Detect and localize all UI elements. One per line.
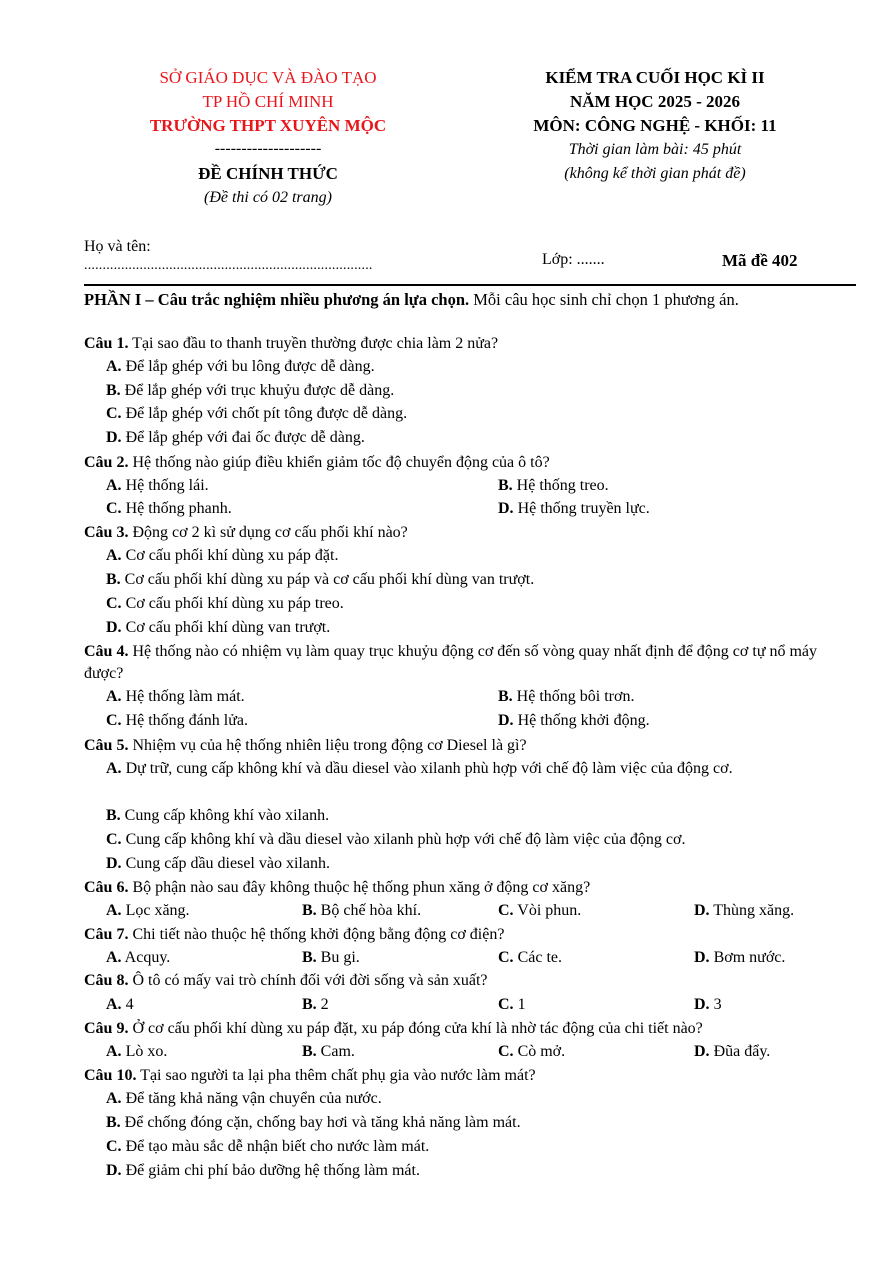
exam-code: Mã đề 402 xyxy=(722,251,798,270)
option-text: Hệ thống bôi trơn. xyxy=(512,688,635,705)
option-text: Bu gi. xyxy=(316,949,360,966)
city-name: TP HỒ CHÍ MINH xyxy=(202,92,334,111)
option-text: Để chống đóng cặn, chống bay hơi và tăng khả năng làm mát. xyxy=(120,1114,521,1131)
question-label: Câu 5. xyxy=(84,737,129,754)
option-text: Hệ thống truyền lực. xyxy=(513,500,650,517)
student-name-label: Họ và tên: xyxy=(84,238,151,255)
option-label: D. xyxy=(106,619,122,636)
option-label: D. xyxy=(694,949,710,966)
option-text: Hệ thống treo. xyxy=(512,477,609,494)
question-text: Động cơ 2 kì sử dụng cơ cấu phối khí nào? xyxy=(128,524,408,541)
option-text: Bộ chế hòa khí. xyxy=(316,902,422,919)
option-a[interactable] xyxy=(106,1088,382,1110)
option-label: B. xyxy=(106,571,121,588)
option-text: Để lắp ghép với trục khuỷu được dễ dàng. xyxy=(120,382,395,399)
exam-duration: Thời gian làm bài: 45 phút xyxy=(568,141,742,158)
option-text: Cung cấp không khí và dầu diesel vào xilanh phù hợp với chế độ làm việc của động cơ. xyxy=(121,831,686,848)
option-d[interactable] xyxy=(106,1160,420,1182)
option-label: C. xyxy=(106,500,122,517)
option-label: C. xyxy=(106,405,122,422)
part-instruction: Mỗi câu học sinh chỉ chọn 1 phương án. xyxy=(469,290,739,309)
option-b[interactable] xyxy=(106,805,329,827)
option-b[interactable] xyxy=(106,569,534,591)
question-7 xyxy=(84,924,504,946)
question-label: Câu 4. xyxy=(84,643,129,660)
option-text: Cơ cấu phối khí dùng xu páp treo. xyxy=(121,595,344,612)
option-c[interactable] xyxy=(106,1136,429,1158)
option-c[interactable] xyxy=(498,1041,565,1063)
question-4 xyxy=(84,641,856,685)
option-a[interactable] xyxy=(106,947,170,969)
option-text: Để lắp ghép với bu lông được dễ dàng. xyxy=(121,358,375,375)
question-text: Hệ thống nào giúp điều khiển giảm tốc độ chuyển động của ô tô? xyxy=(128,454,550,471)
question-text: Ô tô có mấy vai trò chính đối với đời sống và sản xuất? xyxy=(128,972,488,989)
question-8 xyxy=(84,970,488,992)
option-label: C. xyxy=(106,595,122,612)
question-10 xyxy=(84,1065,536,1087)
option-label: B. xyxy=(106,1114,121,1131)
option-label: A. xyxy=(106,1090,122,1107)
header-divider: -------------------- xyxy=(214,140,322,157)
option-b[interactable] xyxy=(302,1041,355,1063)
school-name: TRƯỜNG THPT XUYÊN MỘC xyxy=(149,116,387,135)
option-a[interactable] xyxy=(106,994,134,1016)
option-label: B. xyxy=(302,949,317,966)
option-a[interactable] xyxy=(106,1041,167,1063)
option-text: Cung cấp không khí vào xilanh. xyxy=(120,807,330,824)
question-label: Câu 3. xyxy=(84,524,129,541)
option-d[interactable] xyxy=(694,900,794,922)
question-3 xyxy=(84,522,408,544)
option-d[interactable] xyxy=(498,498,650,520)
exam-title: KIỂM TRA CUỐI HỌC KÌ II xyxy=(545,68,765,87)
option-text: Cơ cấu phối khí dùng xu páp đặt. xyxy=(121,547,339,564)
option-text: Cò mở. xyxy=(513,1043,566,1060)
question-label: Câu 7. xyxy=(84,926,129,943)
option-label: A. xyxy=(106,760,122,777)
page-count-note: (Đề thi có 02 trang) xyxy=(204,189,332,206)
question-label: Câu 9. xyxy=(84,1020,129,1037)
department-name: SỞ GIÁO DỤC VÀ ĐÀO TẠO xyxy=(159,68,377,87)
option-text: Acquy. xyxy=(121,949,171,966)
option-a[interactable] xyxy=(84,758,856,780)
question-6 xyxy=(84,877,590,899)
option-text: Hệ thống làm mát. xyxy=(121,688,245,705)
option-text: Để tăng khả năng vận chuyển của nước. xyxy=(121,1090,382,1107)
option-d[interactable] xyxy=(498,710,650,732)
question-label: Câu 6. xyxy=(84,879,129,896)
question-text: Hệ thống nào có nhiệm vụ làm quay trục khuỷu động cơ đến số vòng quay nhất định để động cơ tự nổ máy được? xyxy=(84,643,818,682)
option-text: Thùng xăng. xyxy=(709,902,795,919)
option-c[interactable] xyxy=(106,593,344,615)
option-label: A. xyxy=(106,996,122,1013)
option-d[interactable] xyxy=(106,617,330,639)
option-text: Bơm nước. xyxy=(709,949,786,966)
option-a[interactable] xyxy=(106,900,190,922)
option-label: B. xyxy=(106,807,121,824)
option-label: C. xyxy=(106,1138,122,1155)
option-text: Cung cấp dầu diesel vào xilanh. xyxy=(121,855,330,872)
option-text: Đũa đẩy. xyxy=(709,1043,771,1060)
student-name-field[interactable]: .............................................................................. xyxy=(84,258,373,273)
option-label: A. xyxy=(106,688,122,705)
question-text: Bộ phận nào sau đây không thuộc hệ thống phun xăng ở động cơ xăng? xyxy=(128,879,591,896)
option-label: C. xyxy=(498,1043,514,1060)
option-label: C. xyxy=(498,949,514,966)
option-d[interactable] xyxy=(694,994,722,1016)
option-text: Lò xo. xyxy=(121,1043,168,1060)
option-c[interactable] xyxy=(106,829,685,851)
option-text: Cơ cấu phối khí dùng xu páp và cơ cấu phối khí dùng van trượt. xyxy=(120,571,535,588)
question-text: Tại sao đầu to thanh truyền thường được chia làm 2 nửa? xyxy=(128,335,499,352)
option-text: 4 xyxy=(121,996,134,1013)
question-1 xyxy=(84,333,498,355)
option-b[interactable] xyxy=(498,475,609,497)
option-label: C. xyxy=(106,831,122,848)
option-label: D. xyxy=(498,500,514,517)
option-label: B. xyxy=(302,1043,317,1060)
option-label: D. xyxy=(106,855,122,872)
option-text: Để lắp ghép với chốt pít tông được dễ dàng. xyxy=(121,405,408,422)
option-text: Cam. xyxy=(316,1043,355,1060)
option-a[interactable] xyxy=(106,545,338,567)
option-c[interactable] xyxy=(498,994,526,1016)
option-c[interactable] xyxy=(106,710,248,732)
option-c[interactable] xyxy=(106,403,407,425)
part-heading xyxy=(84,289,856,311)
option-text: Hệ thống đánh lửa. xyxy=(121,712,248,729)
option-label: C. xyxy=(106,712,122,729)
option-label: B. xyxy=(106,382,121,399)
option-d[interactable] xyxy=(106,853,330,875)
option-text: 1 xyxy=(513,996,526,1013)
question-9 xyxy=(84,1018,703,1040)
option-a[interactable] xyxy=(106,356,375,378)
option-c[interactable] xyxy=(498,947,562,969)
question-2 xyxy=(84,452,550,474)
option-b[interactable] xyxy=(106,1112,521,1134)
option-b[interactable] xyxy=(498,686,634,708)
option-label: B. xyxy=(302,902,317,919)
option-text: Cơ cấu phối khí dùng van trượt. xyxy=(121,619,331,636)
option-text: Để giảm chi phí bảo dưỡng hệ thống làm mát. xyxy=(121,1162,420,1179)
option-d[interactable] xyxy=(694,947,785,969)
option-text: Hệ thống phanh. xyxy=(121,500,232,517)
option-d[interactable] xyxy=(694,1041,770,1063)
subject-grade: MÔN: CÔNG NGHỆ - KHỐI: 11 xyxy=(533,116,777,135)
duration-note: (không kể thời gian phát đề) xyxy=(564,165,746,182)
official-label: ĐỀ CHÍNH THỨC xyxy=(198,164,338,183)
option-label: D. xyxy=(694,996,710,1013)
question-text: Nhiệm vụ của hệ thống nhiên liệu trong động cơ Diesel là gì? xyxy=(128,737,527,754)
school-year: NĂM HỌC 2025 - 2026 xyxy=(570,92,740,111)
option-label: B. xyxy=(498,477,513,494)
option-text: Các te. xyxy=(513,949,562,966)
option-text: 3 xyxy=(709,996,722,1013)
option-text: Để tạo màu sắc dễ nhận biết cho nước làm mát. xyxy=(121,1138,430,1155)
question-label: Câu 10. xyxy=(84,1067,137,1084)
part-title: PHẦN I – Câu trắc nghiệm nhiều phương án lựa chọn. xyxy=(84,290,470,309)
option-text: Dự trữ, cung cấp không khí và dầu diesel vào xilanh phù hợp với chế độ làm việc của động cơ. xyxy=(121,760,733,777)
option-text: Vòi phun. xyxy=(513,902,582,919)
option-b[interactable] xyxy=(302,994,329,1016)
question-text: Chi tiết nào thuộc hệ thống khởi động bằng động cơ điện? xyxy=(128,926,505,943)
header-rule xyxy=(84,284,856,286)
option-d[interactable] xyxy=(106,427,365,449)
option-label: A. xyxy=(106,902,122,919)
question-5 xyxy=(84,735,527,757)
option-label: A. xyxy=(106,547,122,564)
option-label: D. xyxy=(106,429,122,446)
option-label: B. xyxy=(302,996,317,1013)
option-label: D. xyxy=(694,902,710,919)
option-text: Hệ thống lái. xyxy=(121,477,209,494)
option-label: C. xyxy=(498,996,514,1013)
option-a[interactable] xyxy=(106,686,245,708)
option-label: D. xyxy=(498,712,514,729)
option-c[interactable] xyxy=(498,900,581,922)
option-c[interactable] xyxy=(106,498,232,520)
option-label: D. xyxy=(694,1043,710,1060)
option-label: D. xyxy=(106,1162,122,1179)
option-label: C. xyxy=(498,902,514,919)
class-field[interactable]: Lớp: ....... xyxy=(542,251,605,268)
option-label: A. xyxy=(106,477,122,494)
question-label: Câu 8. xyxy=(84,972,129,989)
option-label: A. xyxy=(106,1043,122,1060)
option-b[interactable] xyxy=(302,900,421,922)
option-text: Lọc xăng. xyxy=(121,902,190,919)
option-b[interactable] xyxy=(106,380,394,402)
option-label: B. xyxy=(498,688,513,705)
question-label: Câu 2. xyxy=(84,454,129,471)
option-text: Hệ thống khởi động. xyxy=(513,712,650,729)
option-b[interactable] xyxy=(302,947,360,969)
option-a[interactable] xyxy=(106,475,209,497)
option-text: 2 xyxy=(316,996,329,1013)
option-text: Để lắp ghép với đai ốc được dễ dàng. xyxy=(121,429,365,446)
option-label: A. xyxy=(106,949,122,966)
question-label: Câu 1. xyxy=(84,335,129,352)
option-label: A. xyxy=(106,358,122,375)
question-text: Tại sao người ta lại pha thêm chất phụ gia vào nước làm mát? xyxy=(136,1067,536,1084)
question-text: Ở cơ cấu phối khí dùng xu páp đặt, xu páp đóng cửa khí là nhờ tác động của chi tiết nào? xyxy=(128,1020,703,1037)
